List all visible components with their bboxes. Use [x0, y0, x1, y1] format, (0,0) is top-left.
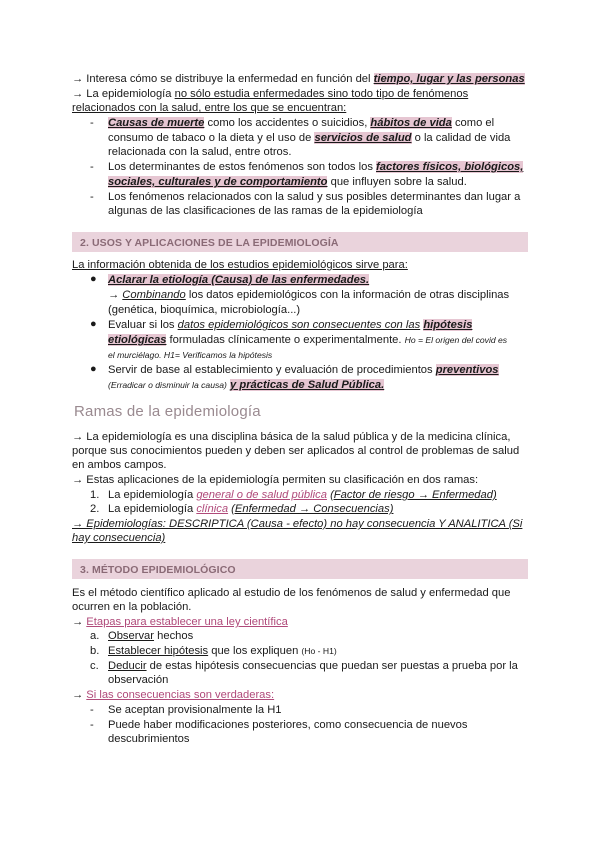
ramas-item-1-number: 1. — [90, 489, 100, 501]
step-b: Establecer hipótesis que los expliquen (Ho - H1) — [108, 645, 337, 657]
section-2-lead: La información obtenida de los estudios epidemiológicos sirve para: — [72, 259, 408, 271]
section-2-bullet-2-line-2: etiológicas formuladas clínicamente o experimentalmente. Ho = El origen del covid es — [108, 334, 508, 346]
dash-bullet: - — [90, 704, 94, 716]
ramas-title: Ramas de la epidemiología — [74, 403, 261, 420]
intro-item-1-line-2: consumo de tabaco o la dieta y el uso de servicios de salud o la calidad de vida — [108, 132, 511, 144]
section-3-paragraph-line-1: Es el método científico aplicado al estudio de los fenómenos de salud y enfermedad que — [72, 587, 511, 599]
bullet-dot-icon: ● — [90, 273, 97, 285]
section-3-paragraph-line-2: ocurren en la población. — [72, 601, 192, 613]
section-2-bullet-1-sub-2: (genética, bioquímica, microbiología...) — [108, 304, 301, 316]
step-a-letter: a. — [90, 630, 100, 642]
si-item-1: Se aceptan provisionalmente la H1 — [108, 704, 282, 716]
section-2-bullet-2-line-3: el murciélago. H1= Verificamos la hipótesis — [108, 350, 273, 360]
intro-item-3-line-1: Los fenómenos relacionados con la salud y sus posibles determinantes dan lugar a — [108, 191, 521, 203]
section-2-header: 2. USOS Y APLICACIONES DE LA EPIDEMIOLOGÍA — [80, 237, 339, 249]
ramas-paragraph-line-2: porque sus conocimientos pueden y deben ser aplicados al control de problemas de salud — [72, 445, 520, 457]
section-2-bullet-2-line-1: Evaluar si los datos epidemiológicos son consecuentes con las hipótesis — [108, 319, 473, 331]
step-c: Deducir de estas hipótesis consecuencias que puedan ser puestas a prueba por la — [108, 660, 518, 672]
ramas-item-2: La epidemiología clínica (Enfermedad → Consecuencias) — [108, 503, 394, 515]
section-2-bullet-3-line-1: Servir de base al establecimiento y evaluación de procedimientos preventivos — [108, 364, 499, 376]
dash-bullet: - — [90, 719, 94, 731]
dash-bullet: - — [90, 117, 94, 129]
section-2-bullet-1: Aclarar la etiología (Causa) de las enfermedades. — [108, 274, 370, 286]
section-3-header: 3. MÉTODO EPIDEMIOLÓGICO — [80, 564, 236, 576]
etapas-heading: → Etapas para establecer una ley científica — [72, 616, 288, 628]
intro-line-3: relacionados con la salud, entre los que se encuentran: — [72, 102, 347, 114]
intro-item-3-line-2: algunas de las clasificaciones de las ramas de la epidemiología — [108, 205, 423, 217]
si-item-2-line-2: descubrimientos — [108, 733, 190, 745]
ramas-paragraph-line-1: → La epidemiología es una disciplina básica de la salud pública y de la medicina clínica, — [72, 431, 511, 443]
epidemiologias-line-1: → Epidemiologías: DESCRIPTICA (Causa - efecto) no hay consecuencia Y ANALITICA (Si — [72, 518, 523, 530]
intro-item-1-line-1: Causas de muerte como los accidentes o suicidios, hábitos de vida como el — [108, 117, 495, 129]
section-2-bullet-1-sub: → Combinando los datos epidemiológicos con la información de otras disciplinas — [108, 289, 510, 301]
bullet-dot-icon: ● — [90, 318, 97, 330]
highlight-tiempo-lugar: tiempo, lugar y las personas — [373, 73, 525, 85]
intro-item-1-line-3: relacionada con la salud, entre otros. — [108, 146, 292, 158]
step-c-line-2: observación — [108, 674, 169, 686]
si-item-2-line-1: Puede haber modificaciones posteriores, como consecuencia de nuevos — [108, 719, 468, 731]
ramas-paragraph-2: → Estas aplicaciones de la epidemiología permiten su clasificación en dos ramas: — [72, 474, 479, 486]
step-c-letter: c. — [90, 660, 99, 672]
dash-bullet: - — [90, 161, 94, 173]
intro-line-1: → Interesa cómo se distribuye la enfermedad en función del tiempo, lugar y las personas — [72, 73, 525, 85]
intro-item-2-line-1: Los determinantes de estos fenómenos son todos los factores físicos, biológicos, — [108, 161, 524, 173]
bullet-dot-icon: ● — [90, 363, 97, 375]
step-b-letter: b. — [90, 645, 100, 657]
ramas-item-2-number: 2. — [90, 503, 100, 515]
intro-item-2-line-2: sociales, culturales y de comportamiento que influyen sobre la salud. — [108, 176, 467, 188]
epidemiologias-line-2: hay consecuencia) — [72, 532, 166, 544]
ramas-paragraph-line-3: en ambos campos. — [72, 459, 167, 471]
section-2-bullet-3-line-2: (Erradicar o disminuir la causa) y prácticas de Salud Pública. — [108, 379, 385, 391]
intro-line-2: → La epidemiología no sólo estudia enfermedades sino todo tipo de fenómenos — [72, 88, 469, 100]
ramas-item-1: La epidemiología general o de salud pública (Factor de riesgo → Enfermedad) — [108, 489, 497, 501]
dash-bullet: - — [90, 191, 94, 203]
step-a: Observar hechos — [108, 630, 194, 642]
si-consecuencias-heading: → Si las consecuencias son verdaderas: — [72, 689, 275, 701]
